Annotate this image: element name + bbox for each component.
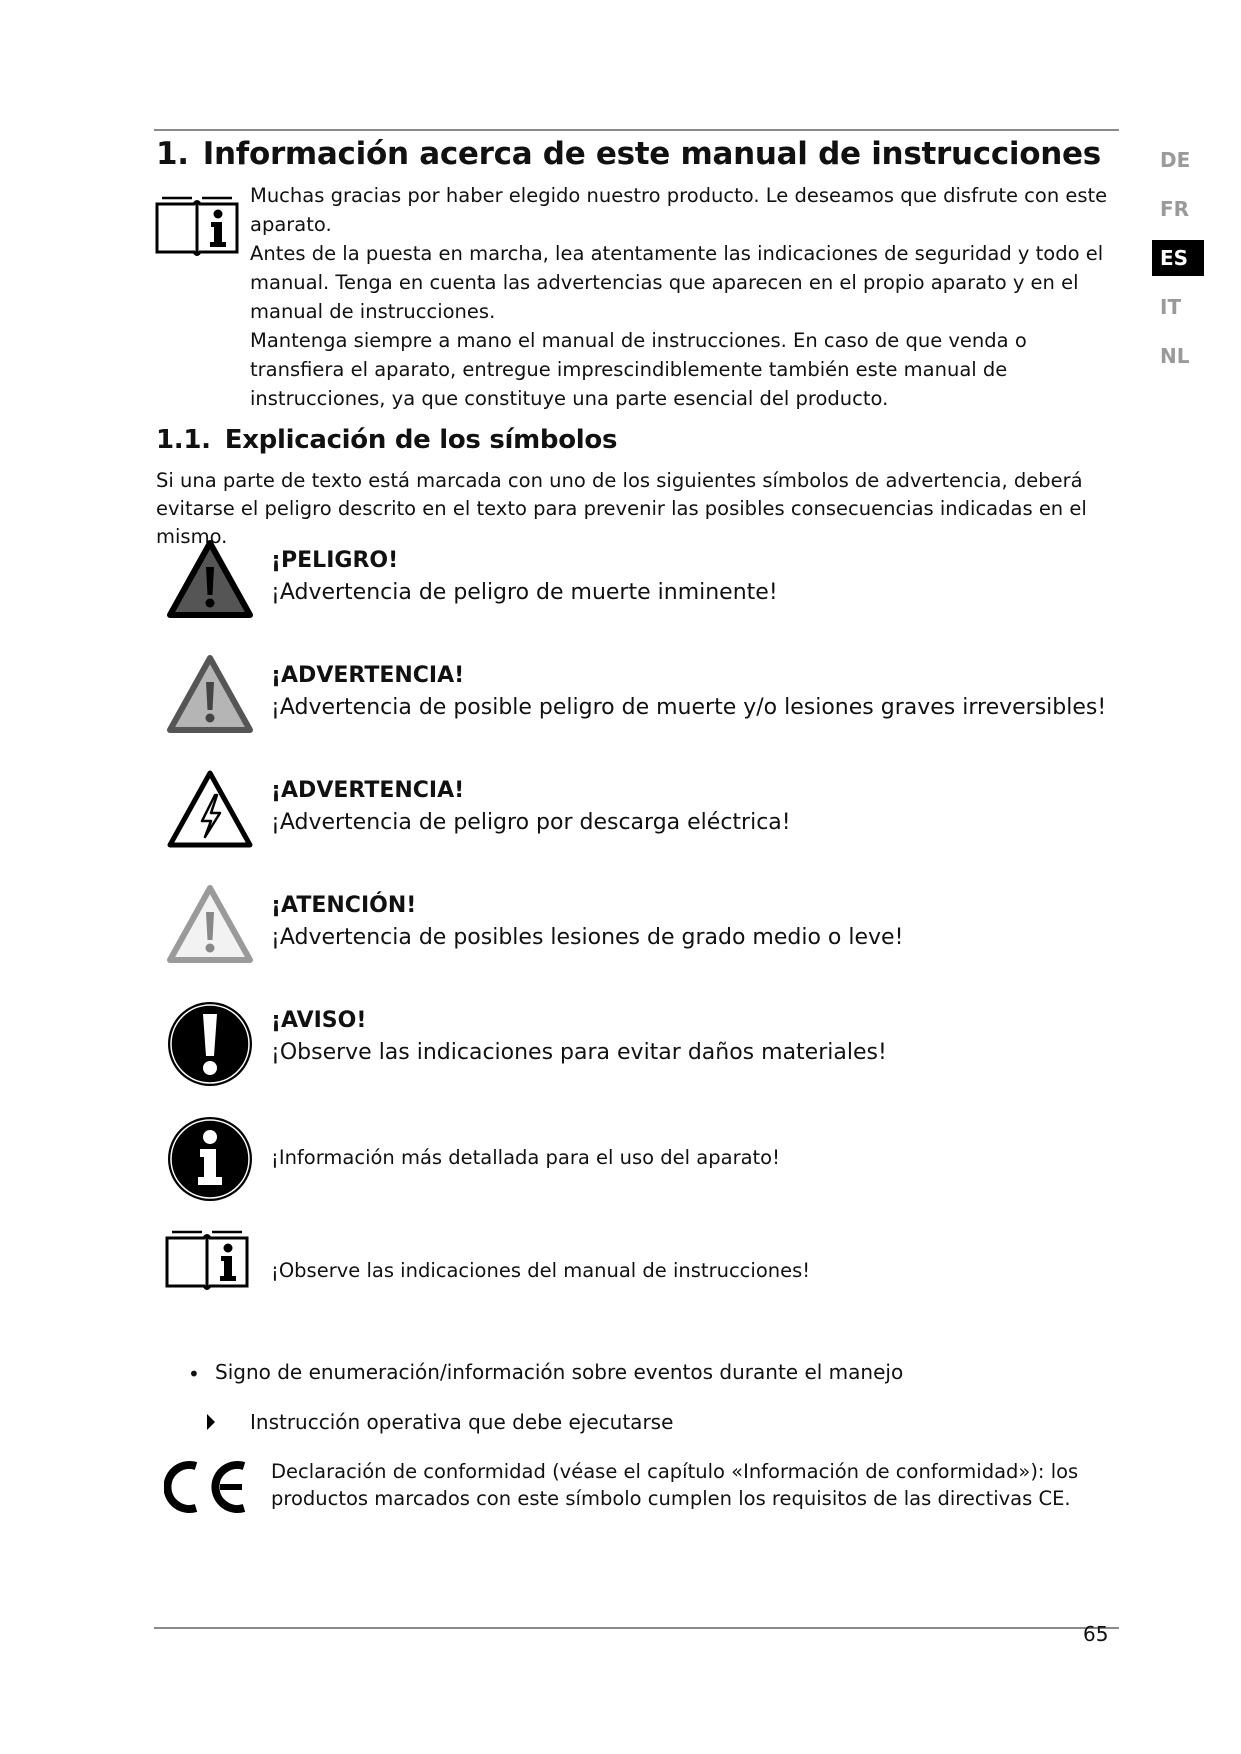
- symbol-title: ¡ADVERTENCIA!: [271, 663, 465, 688]
- symbol-description: ¡Advertencia de peligro por descarga eléctrica!: [271, 810, 791, 835]
- language-tab-it[interactable]: IT: [1160, 295, 1182, 319]
- bullet-icon: •: [188, 1362, 200, 1386]
- section-number: 1.: [156, 136, 189, 172]
- language-tab-nl[interactable]: NL: [1160, 344, 1190, 368]
- notice-exclamation-icon: [164, 998, 256, 1090]
- manual-info-icon: [164, 1228, 256, 1308]
- intro-paragraph: Muchas gracias por haber elegido nuestro producto. Le deseamos que disfrute con este aparato.: [250, 184, 1108, 236]
- manual-info-icon: [154, 194, 240, 258]
- intro-text: [250, 181, 1118, 413]
- symbol-description: ¡Información más detallada para el uso del aparato!: [271, 1146, 780, 1169]
- step-description: Instrucción operativa que debe ejecutarse: [250, 1410, 674, 1434]
- electric-shock-icon: [164, 765, 256, 857]
- danger-warning-triangle-icon: [164, 535, 256, 627]
- symbol-description: ¡Observe las indicaciones para evitar daños materiales!: [271, 1040, 887, 1065]
- warning-triangle-icon: [164, 650, 256, 742]
- ce-description: Declaración de conformidad (véase el capítulo «Información de conformidad»): los productos marcados con este símbolo cumplen los requisitos de las directivas CE.: [271, 1460, 1079, 1510]
- bottom-rule: [154, 1627, 1119, 1629]
- symbol-title: ¡ATENCIÓN!: [271, 893, 417, 918]
- symbol-title: ¡ADVERTENCIA!: [271, 778, 465, 803]
- section-heading: [156, 136, 1101, 172]
- ce-mark-icon: [164, 1458, 250, 1516]
- language-tab-fr[interactable]: FR: [1160, 197, 1190, 221]
- subsection-title: Explicación de los símbolos: [224, 425, 618, 455]
- symbol-description: ¡Advertencia de posible peligro de muerte y/o lesiones graves irreversibles!: [271, 695, 1107, 720]
- section-title: Información acerca de este manual de instrucciones: [202, 136, 1101, 172]
- language-tab-de[interactable]: DE: [1160, 148, 1191, 172]
- subsection-heading: [156, 425, 617, 455]
- bullet-description: Signo de enumeración/información sobre eventos durante el manejo: [215, 1360, 904, 1384]
- symbol-description: ¡Observe las indicaciones del manual de instrucciones!: [271, 1259, 811, 1282]
- symbols-intro-text: Si una parte de texto está marcada con uno de los siguientes símbolos de advertencia, deberá evitarse el peligro descrito en el texto para prevenir las posibles consecuencias indicadas en el mismo.: [156, 469, 1087, 548]
- symbol-title: ¡PELIGRO!: [271, 548, 399, 573]
- top-rule: [154, 129, 1119, 131]
- language-tab-es[interactable]: ES: [1152, 240, 1204, 276]
- arrow-right-icon: [206, 1413, 216, 1431]
- info-circle-icon: [164, 1113, 256, 1205]
- intro-paragraph: Mantenga siempre a mano el manual de instrucciones. En caso de que venda o transfiera el aparato, entregue imprescindiblemente también este manual de instrucciones, ya que constituye una parte esencial del producto.: [250, 329, 1027, 410]
- subsection-number: 1.1.: [156, 425, 211, 455]
- caution-triangle-icon: [164, 880, 256, 972]
- page-number: 65: [1083, 1622, 1109, 1646]
- symbols-intro: [156, 467, 1121, 551]
- symbol-title: ¡AVISO!: [271, 1008, 367, 1033]
- intro-paragraph: Antes de la puesta en marcha, lea atentamente las indicaciones de seguridad y todo el manual. Tenga en cuenta las advertencias que aparecen en el propio aparato y en el manual de instrucciones.: [250, 242, 1104, 323]
- symbol-description: ¡Advertencia de posibles lesiones de grado medio o leve!: [271, 925, 904, 950]
- symbol-description: ¡Advertencia de peligro de muerte inminente!: [271, 580, 778, 605]
